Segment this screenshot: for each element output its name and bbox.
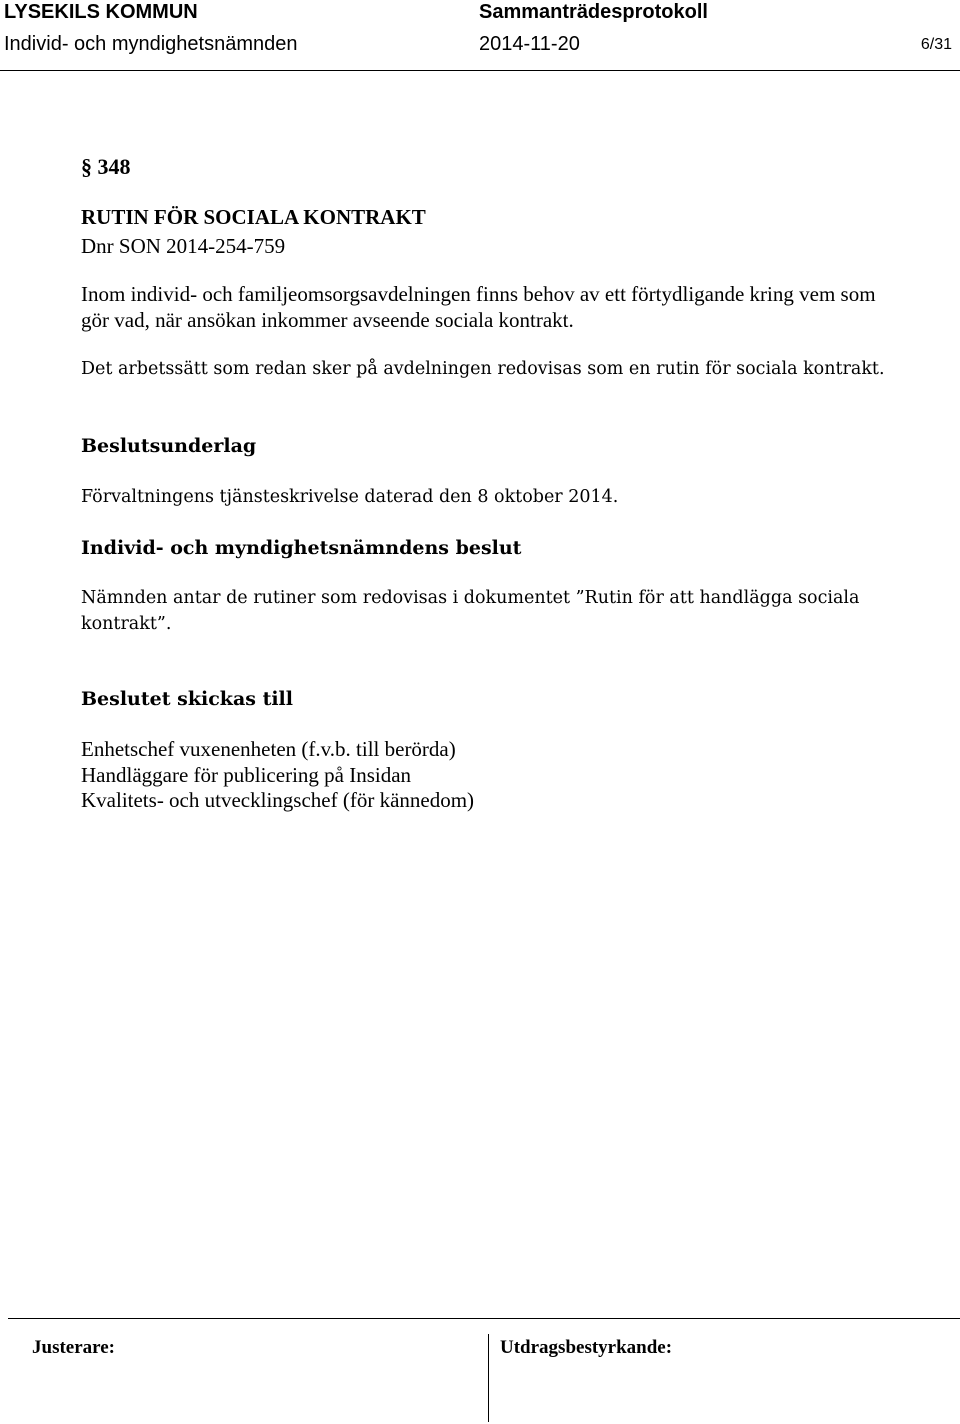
paragraph-number: § 348 [81, 154, 131, 179]
recipient-item: Kvalitets- och utvecklingschef (för kännedom) [81, 788, 475, 812]
basis-text: Förvaltningens tjänsteskrivelse daterad den 8 oktober 2014. [81, 487, 619, 507]
recipient-list [81, 737, 474, 814]
document-type: Sammanträdesprotokoll [479, 1, 708, 23]
header-divider [0, 70, 960, 71]
basis-heading: Beslutsunderlag [81, 435, 257, 457]
distribution-heading: Beslutet skickas till [81, 688, 293, 710]
recipient-item: Enhetschef vuxenenheten (f.v.b. till berörda) [81, 737, 456, 761]
adjuster-label: Justerare: [32, 1337, 116, 1358]
recipient-item: Handläggare för publicering på Insidan [81, 762, 412, 787]
decision-text: Nämnden antar de rutiner som redovisas i dokumentet ”Rutin för att handlägga sociala kontrakt”. [81, 588, 860, 634]
intro-paragraph: Inom individ- och familjeomsorgsavdelningen finns behov av ett förtydligande kring vem som gör vad, när ansökan inkommer avseende sociala kontrakt. [81, 282, 876, 332]
case-number: Dnr SON 2014-254-759 [81, 234, 286, 258]
footer-divider [8, 1318, 960, 1319]
decision-heading: Individ- och myndighetsnämndens beslut [81, 537, 522, 559]
section-title: RUTIN FÖR SOCIALA KONTRAKT [81, 205, 426, 229]
page-number: 6/31 [920, 36, 952, 53]
meeting-date: 2014-11-20 [479, 33, 580, 55]
organization-name: LYSEKILS KOMMUN [4, 1, 198, 23]
description-paragraph: Det arbetssätt som redan sker på avdelningen redovisas som en rutin för sociala kontrakt. [81, 359, 885, 379]
committee-name: Individ- och myndighetsnämnden [4, 33, 298, 55]
footer-column-divider [488, 1334, 489, 1422]
certification-label: Utdragsbestyrkande: [500, 1337, 673, 1358]
